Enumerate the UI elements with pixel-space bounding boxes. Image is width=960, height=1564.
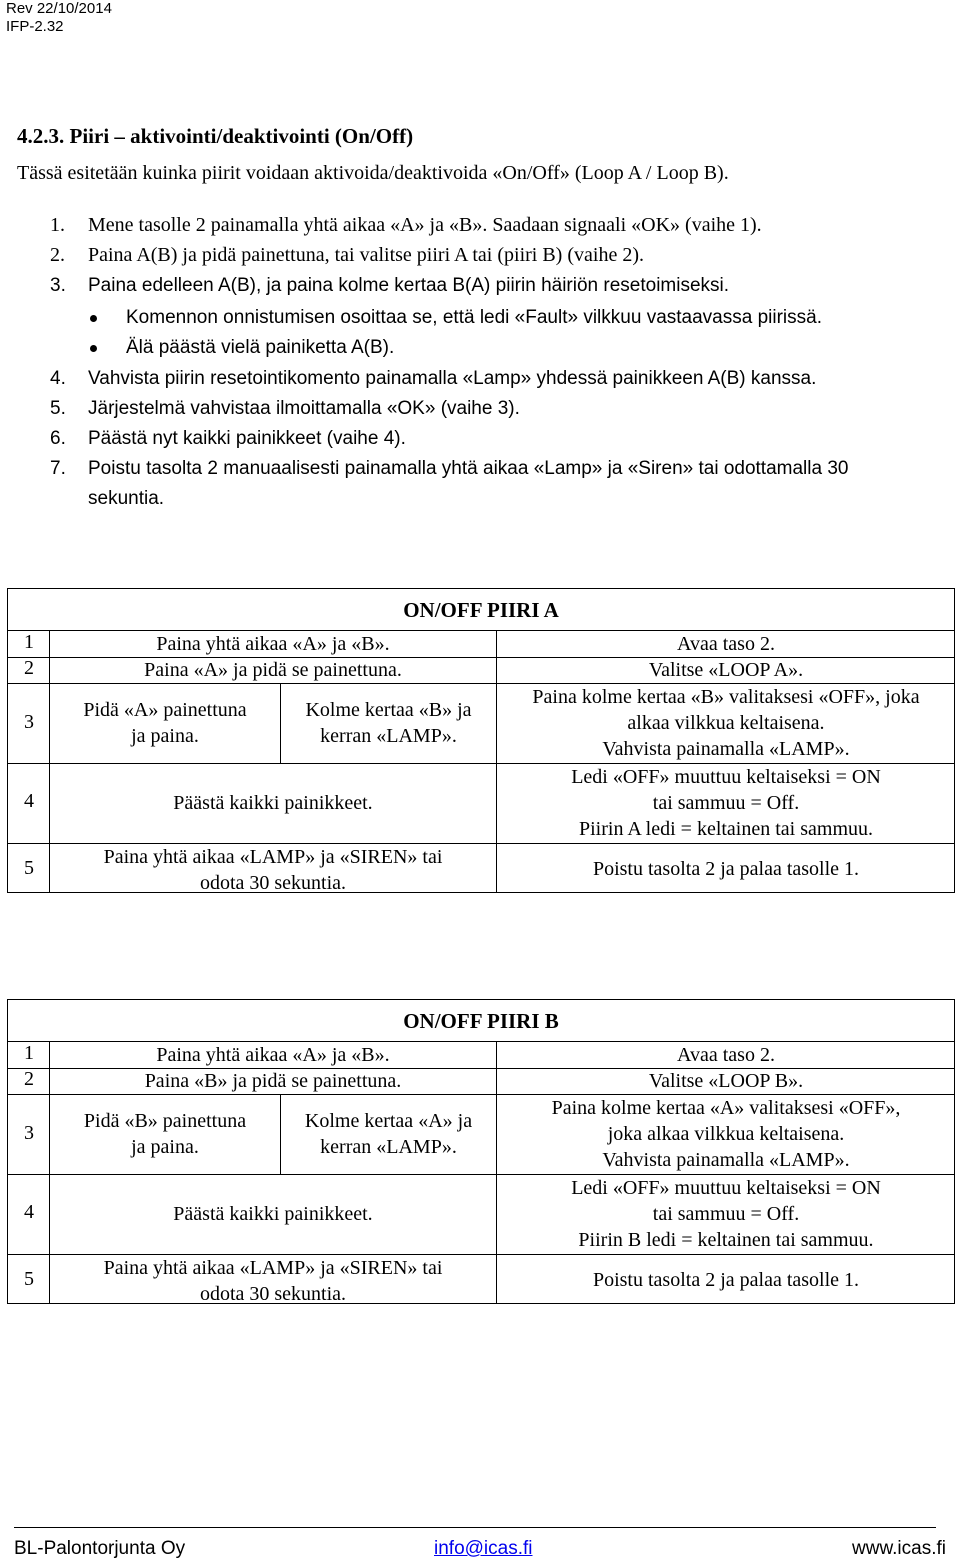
- section-title: 4.2.3. Piiri – aktivointi/deaktivointi (On/Off): [17, 124, 414, 148]
- row-action-press: Kolme kertaa «B» ja kerran «LAMP».: [305, 699, 472, 747]
- row-result: Paina kolme kertaa «A» valitaksesi «OFF», joka alkaa vilkkua keltaisena. Vahvista painamalla «LAMP».: [551, 1097, 901, 1171]
- row-action: Paina yhtä aikaa «LAMP» ja «SIREN» tai odota 30 sekuntia.: [103, 1257, 443, 1305]
- step-text: Paina A(B) ja pidä painettuna, tai valitse piiri A tai (piiri B) (vaihe 2).: [88, 244, 644, 266]
- step-text: Mene tasolle 2 painamalla yhtä aikaa «A» ja «B». Saadaan signaali «OK» (vaihe 1).: [88, 214, 762, 236]
- row-action: Paina yhtä aikaa «A» ja «B».: [156, 1044, 390, 1066]
- row-action-press: Kolme kertaa «A» ja kerran «LAMP».: [304, 1110, 473, 1158]
- row-action: Paina yhtä aikaa «A» ja «B».: [156, 633, 390, 655]
- footer-company: BL-Palontorjunta Oy: [14, 1538, 186, 1559]
- row-number: 5: [24, 857, 34, 879]
- row-result: Valitse «LOOP A».: [648, 659, 804, 681]
- revision-label: Rev 22/10/2014: [6, 0, 112, 17]
- row-number: 1: [24, 631, 34, 653]
- row-action: Päästä kaikki painikkeet.: [173, 792, 373, 814]
- row-result: Avaa taso 2.: [677, 633, 775, 655]
- table-title: ON/OFF PIIRI A: [403, 598, 559, 622]
- row-number: 2: [24, 1068, 34, 1090]
- row-result: Avaa taso 2.: [677, 1044, 775, 1066]
- row-result: Paina kolme kertaa «B» valitaksesi «OFF», joka alkaa vilkkua keltaisena. Vahvista painamalla «LAMP».: [532, 686, 920, 760]
- bullet-icon: [90, 345, 97, 352]
- footer-website: www.icas.fi: [852, 1538, 946, 1559]
- step-number: 7.: [50, 458, 66, 479]
- step-number: 4.: [50, 368, 66, 389]
- step-text: Päästä nyt kaikki painikkeet (vaihe 4).: [88, 428, 406, 449]
- row-result: Ledi «OFF» muuttuu keltaiseksi = ON tai sammuu = Off. Piirin B ledi = keltainen tai sammuu.: [571, 1177, 881, 1251]
- table-loop-b: [7, 999, 955, 1304]
- row-result: Poistu tasolta 2 ja palaa tasolle 1.: [592, 858, 860, 880]
- row-result: Ledi «OFF» muuttuu keltaiseksi = ON tai sammuu = Off. Piirin A ledi = keltainen tai sammuu.: [571, 766, 881, 840]
- row-action: Paina «A» ja pidä se painettuna.: [144, 659, 402, 681]
- document-id: IFP-2.32: [6, 18, 64, 35]
- row-result: Poistu tasolta 2 ja palaa tasolle 1.: [592, 1269, 860, 1291]
- row-action-hold: Pidä «B» painettuna ja paina.: [83, 1110, 247, 1158]
- row-number: 3: [24, 1122, 34, 1144]
- bullet-text: Älä päästä vielä painiketta A(B).: [126, 337, 395, 358]
- step-number: 5.: [50, 398, 66, 419]
- section-intro: Tässä esitetään kuinka piirit voidaan aktivoida/deaktivoida «On/Off» (Loop A / Loop B).: [17, 162, 729, 184]
- row-number: 4: [24, 1201, 34, 1223]
- step-text-continued: sekuntia.: [88, 488, 165, 509]
- step-number: 1.: [50, 214, 65, 236]
- step-number: 3.: [50, 275, 66, 296]
- row-action-hold: Pidä «A» painettuna ja paina.: [83, 699, 247, 747]
- row-number: 1: [24, 1042, 34, 1064]
- step-text: Vahvista piirin resetointikomento painamalla «Lamp» yhdessä painikkeen A(B) kanssa.: [88, 368, 817, 389]
- footer-email-link[interactable]: info@icas.fi: [434, 1538, 533, 1559]
- document-header: [6, 0, 112, 36]
- step-text: Paina edelleen A(B), ja paina kolme kertaa B(A) piirin häiriön resetoimiseksi.: [88, 275, 730, 296]
- row-action: Paina yhtä aikaa «LAMP» ja «SIREN» tai odota 30 sekuntia.: [103, 846, 443, 894]
- step-text: Järjestelmä vahvistaa ilmoittamalla «OK» (vaihe 3).: [88, 398, 520, 419]
- table-loop-a: [7, 588, 955, 893]
- row-number: 2: [24, 657, 34, 679]
- row-result: Valitse «LOOP B».: [648, 1070, 804, 1092]
- step-text: Poistu tasolta 2 manuaalisesti painamalla yhtä aikaa «Lamp» ja «Siren» tai odottamalla 30: [88, 458, 849, 479]
- row-action: Päästä kaikki painikkeet.: [173, 1203, 373, 1225]
- footer-divider: [14, 1527, 936, 1528]
- bullet-text: Komennon onnistumisen osoittaa se, että ledi «Fault» vilkkuu vastaavassa piirissä.: [126, 307, 822, 328]
- table-title: ON/OFF PIIRI B: [403, 1009, 559, 1033]
- step-number: 6.: [50, 428, 66, 449]
- row-number: 3: [24, 711, 34, 733]
- row-action: Paina «B» ja pidä se painettuna.: [144, 1070, 402, 1092]
- row-number: 4: [24, 790, 34, 812]
- bullet-icon: [90, 315, 97, 322]
- step-number: 2.: [50, 244, 65, 266]
- row-number: 5: [24, 1268, 34, 1290]
